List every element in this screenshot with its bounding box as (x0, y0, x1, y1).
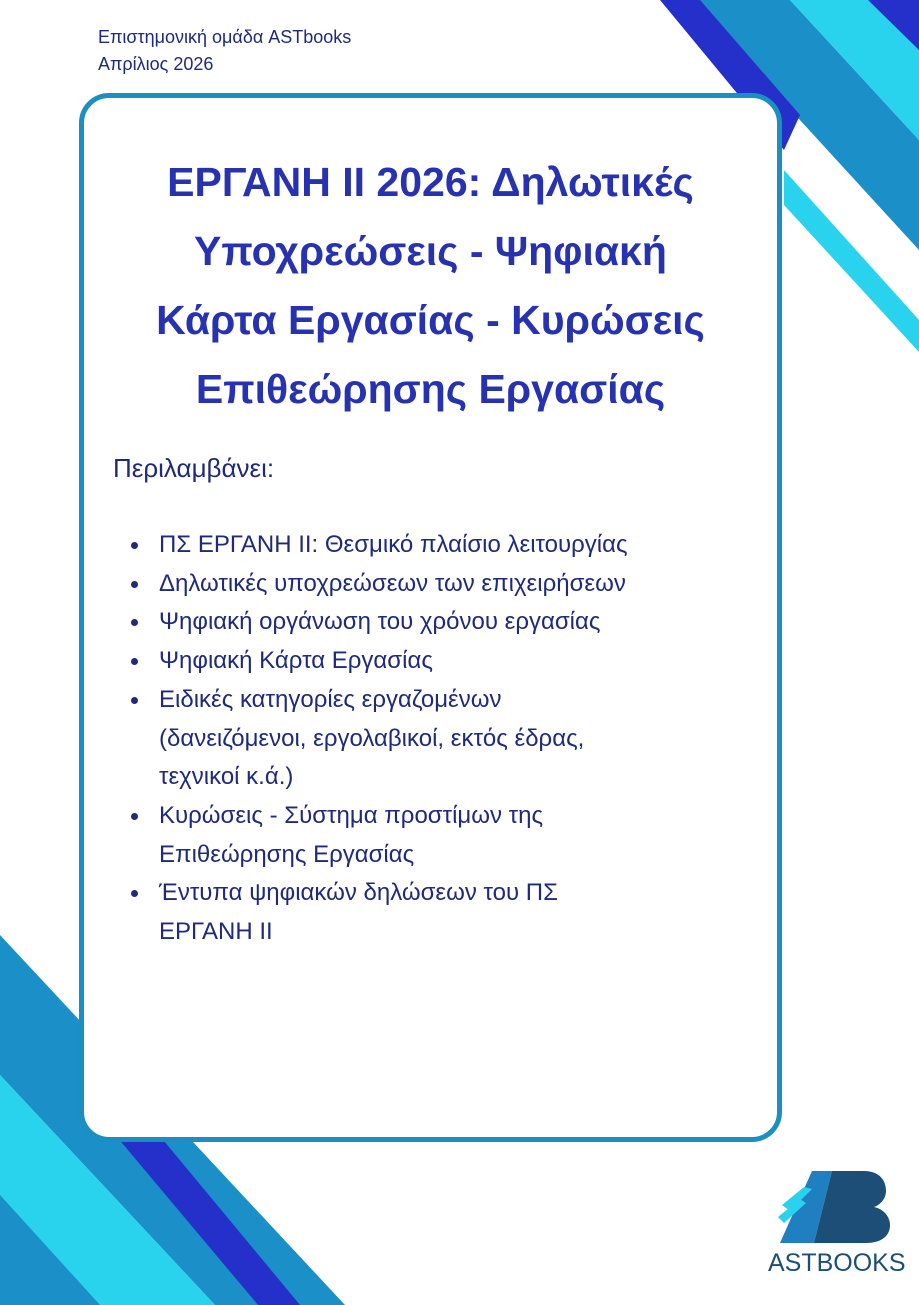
astbooks-logo (768, 1165, 906, 1285)
document-title (84, 148, 777, 424)
list-item-text: Ψηφιακή οργάνωση του χρόνου εργασίας (159, 608, 601, 636)
list-item-text: Κυρώσεις - Σύστημα προστίμων της (159, 801, 544, 829)
header (98, 24, 351, 78)
list-item-text: Έντυπα ψηφιακών δηλώσεων του ΠΣ (159, 879, 558, 907)
list-item-text: (δανειζόμενοι, εργολαβικοί, εκτός έδρας, (159, 724, 585, 752)
content-card (79, 93, 782, 1142)
list-item-text: Επιθεώρησης Εργασίας (159, 840, 415, 868)
list-item-text: ΠΣ ΕΡΓΑΝΗ ΙΙ: Θεσμικό πλαίσιο λειτουργίας (159, 531, 628, 558)
bullet-icon (131, 581, 138, 588)
title-line: Κάρτα Εργασίας - Κυρώσεις (156, 297, 705, 343)
astbooks-logo-mark (774, 1165, 894, 1249)
bullet-icon (131, 890, 138, 897)
intro-label: Περιλαμβάνει: (113, 453, 275, 483)
logo-text: ASTBOOKS (768, 1249, 906, 1277)
list-item (157, 642, 628, 681)
list-item (157, 565, 628, 604)
list-item-text: Ειδικές κατηγορίες εργαζομένων (159, 685, 502, 713)
list-item (157, 603, 628, 642)
title-line: Υποχρεώσεις - Ψηφιακή (194, 228, 667, 274)
list-item (157, 797, 628, 874)
topics-list (157, 526, 628, 952)
bullet-icon (131, 619, 138, 626)
bullet-icon (131, 813, 138, 820)
list-item (157, 681, 628, 797)
title-line: ΕΡΓΑΝΗ ΙΙ 2026: Δηλωτικές (167, 159, 694, 205)
list-item-text: Ψηφιακή Κάρτα Εργασίας (159, 647, 433, 675)
title-line: Επιθεώρησης Εργασίας (195, 366, 666, 412)
bullet-icon (131, 658, 138, 665)
list-item-text: ΕΡΓΑΝΗ ΙΙ (159, 918, 273, 946)
bullet-icon (131, 697, 138, 704)
list-item (157, 874, 628, 951)
date-text: Απρίλιος 2026 (98, 54, 214, 74)
list-item-text: Δηλωτικές υποχρεώσεων των επιχειρήσεων (159, 569, 626, 597)
bullet-icon (131, 542, 138, 549)
list-item-text: τεχνικοί κ.ά.) (159, 763, 294, 791)
list-item (157, 526, 628, 565)
author-text: Επιστημονική ομάδα ASTbooks (98, 27, 352, 47)
